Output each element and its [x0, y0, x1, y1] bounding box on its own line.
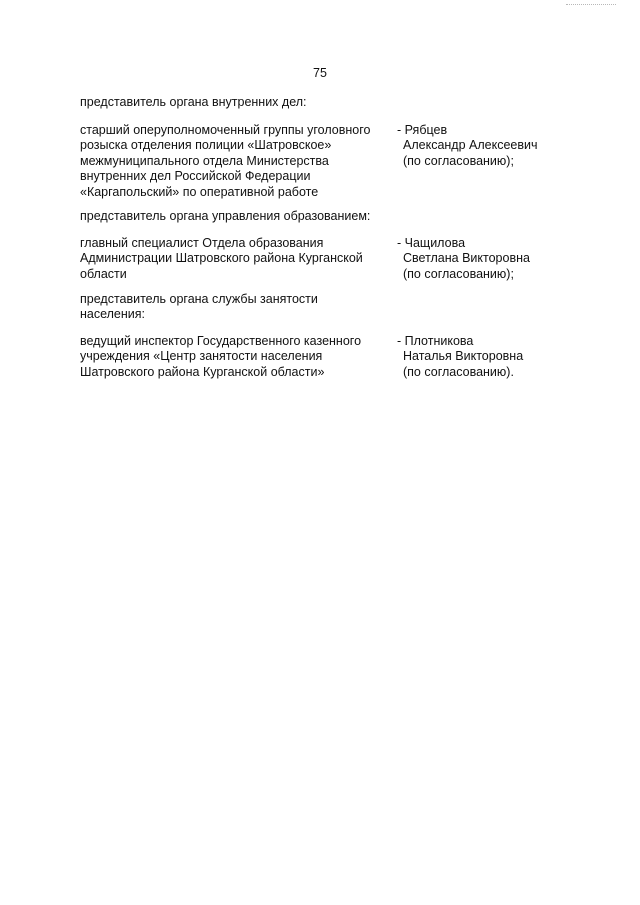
scan-corner-mark	[566, 4, 616, 7]
member-position	[80, 236, 395, 282]
name-line: - Плотникова	[397, 334, 474, 348]
name-line: (по согласованию);	[403, 153, 514, 168]
position-line: области	[80, 266, 127, 281]
position-line: Шатровского района Курганской области»	[80, 364, 325, 379]
member-name	[397, 236, 567, 282]
heading-line: представитель органа службы занятости	[80, 292, 318, 306]
name-line: (по согласованию);	[403, 266, 514, 281]
position-line: учреждения «Центр занятости населения	[80, 349, 323, 364]
name-line: Наталья Викторовна	[403, 349, 524, 364]
position-line: старший оперуполномоченный группы уголовного	[80, 123, 371, 137]
section-heading-internal-affairs: представитель органа внутренних дел:	[80, 95, 307, 109]
name-line: - Рябцев	[397, 123, 448, 137]
position-line: межмуниципального отдела Министерства	[80, 153, 329, 168]
name-line: Александр Алексеевич	[403, 138, 538, 153]
position-line: Администрации Шатровского района Курганской	[80, 251, 363, 266]
member-position	[80, 123, 395, 200]
section-heading-employment	[80, 292, 390, 322]
position-line: «Каргапольский» по оперативной работе	[80, 184, 319, 199]
heading-line: населения:	[80, 307, 146, 321]
name-line: Светлана Викторовна	[403, 251, 530, 266]
section-heading-education: представитель органа управления образованием:	[80, 209, 371, 223]
member-position	[80, 334, 395, 380]
member-name	[397, 123, 567, 169]
position-line: розыска отделения полиции «Шатровское»	[80, 138, 332, 153]
position-line: ведущий инспектор Государственного казенного	[80, 334, 362, 348]
name-line: (по согласованию).	[403, 364, 514, 379]
position-line: главный специалист Отдела образования	[80, 236, 324, 250]
page-number: 75	[313, 66, 327, 80]
position-line: внутренних дел Российской Федерации	[80, 169, 311, 184]
member-name	[397, 334, 567, 380]
name-line: - Чащилова	[397, 236, 466, 250]
